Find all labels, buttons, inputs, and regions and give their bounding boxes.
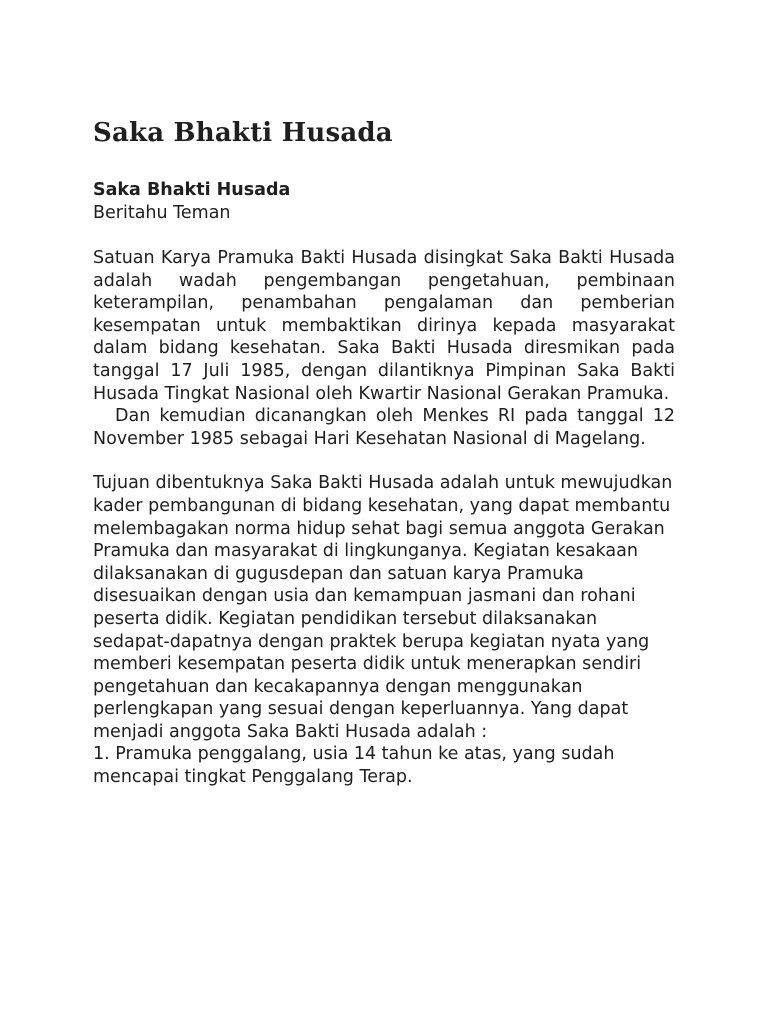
list-item-membership: 1. Pramuka penggalang, usia 14 tahun ke atas, yang sudah mencapai tingkat Penggalang Terap. xyxy=(93,744,615,788)
paragraph-history: Dan kemudian dicanangkan oleh Menkes RI pada tanggal 12 November 1985 sebagai Hari Kesehatan Nasional di Magelang. xyxy=(93,406,675,449)
paragraph-purpose: Tujuan dibentuknya Saka Bakti Husada adalah untuk mewujudkan kader pembangunan di bidang kesehatan, yang dapat membantu melembagakan norma hidup sehat bagi semua anggota Gerakan Pramuka dan masyarakat di lingkunganya. Kegiatan kesakaan dilaksanakan di gugusdepan dan satuan karya Pramuka disesuaikan dengan usia dan kemampuan jasmani dan rohani peserta didik. Kegiatan pendidikan tersebut dilaksanakan sedapat-dapatnya dengan praktek berupa kegiatan nyata yang memberi kesempatan peserta didik untuk menerapkan sendiri pengetahuan dan kecakapannya dengan menggunakan perlengkapan yang sesuai dengan keperluannya. Yang dapat menjadi anggota Saka Bakti Husada adalah : xyxy=(93,473,673,742)
document-page xyxy=(93,116,675,789)
share-link[interactable]: Beritahu Teman xyxy=(93,203,231,223)
document-title: Saka Bhakti Husada xyxy=(93,118,393,148)
section-heading: Saka Bhakti Husada xyxy=(93,180,291,200)
paragraph-intro: Satuan Karya Pramuka Bakti Husada disingkat Saka Bakti Husada adalah wadah pengembangan pengetahuan, pembinaan keterampilan, penambahan pengalaman dan pemberian kesempatan untuk membaktikan dirinya kepada masyarakat dalam bidang kesehatan. Saka Bakti Husada diresmikan pada tanggal 17 Juli 1985, dengan dilantiknya Pimpinan Saka Bakti Husada Tingkat Nasional oleh Kwartir Nasional Gerakan Pramuka. xyxy=(93,248,675,404)
